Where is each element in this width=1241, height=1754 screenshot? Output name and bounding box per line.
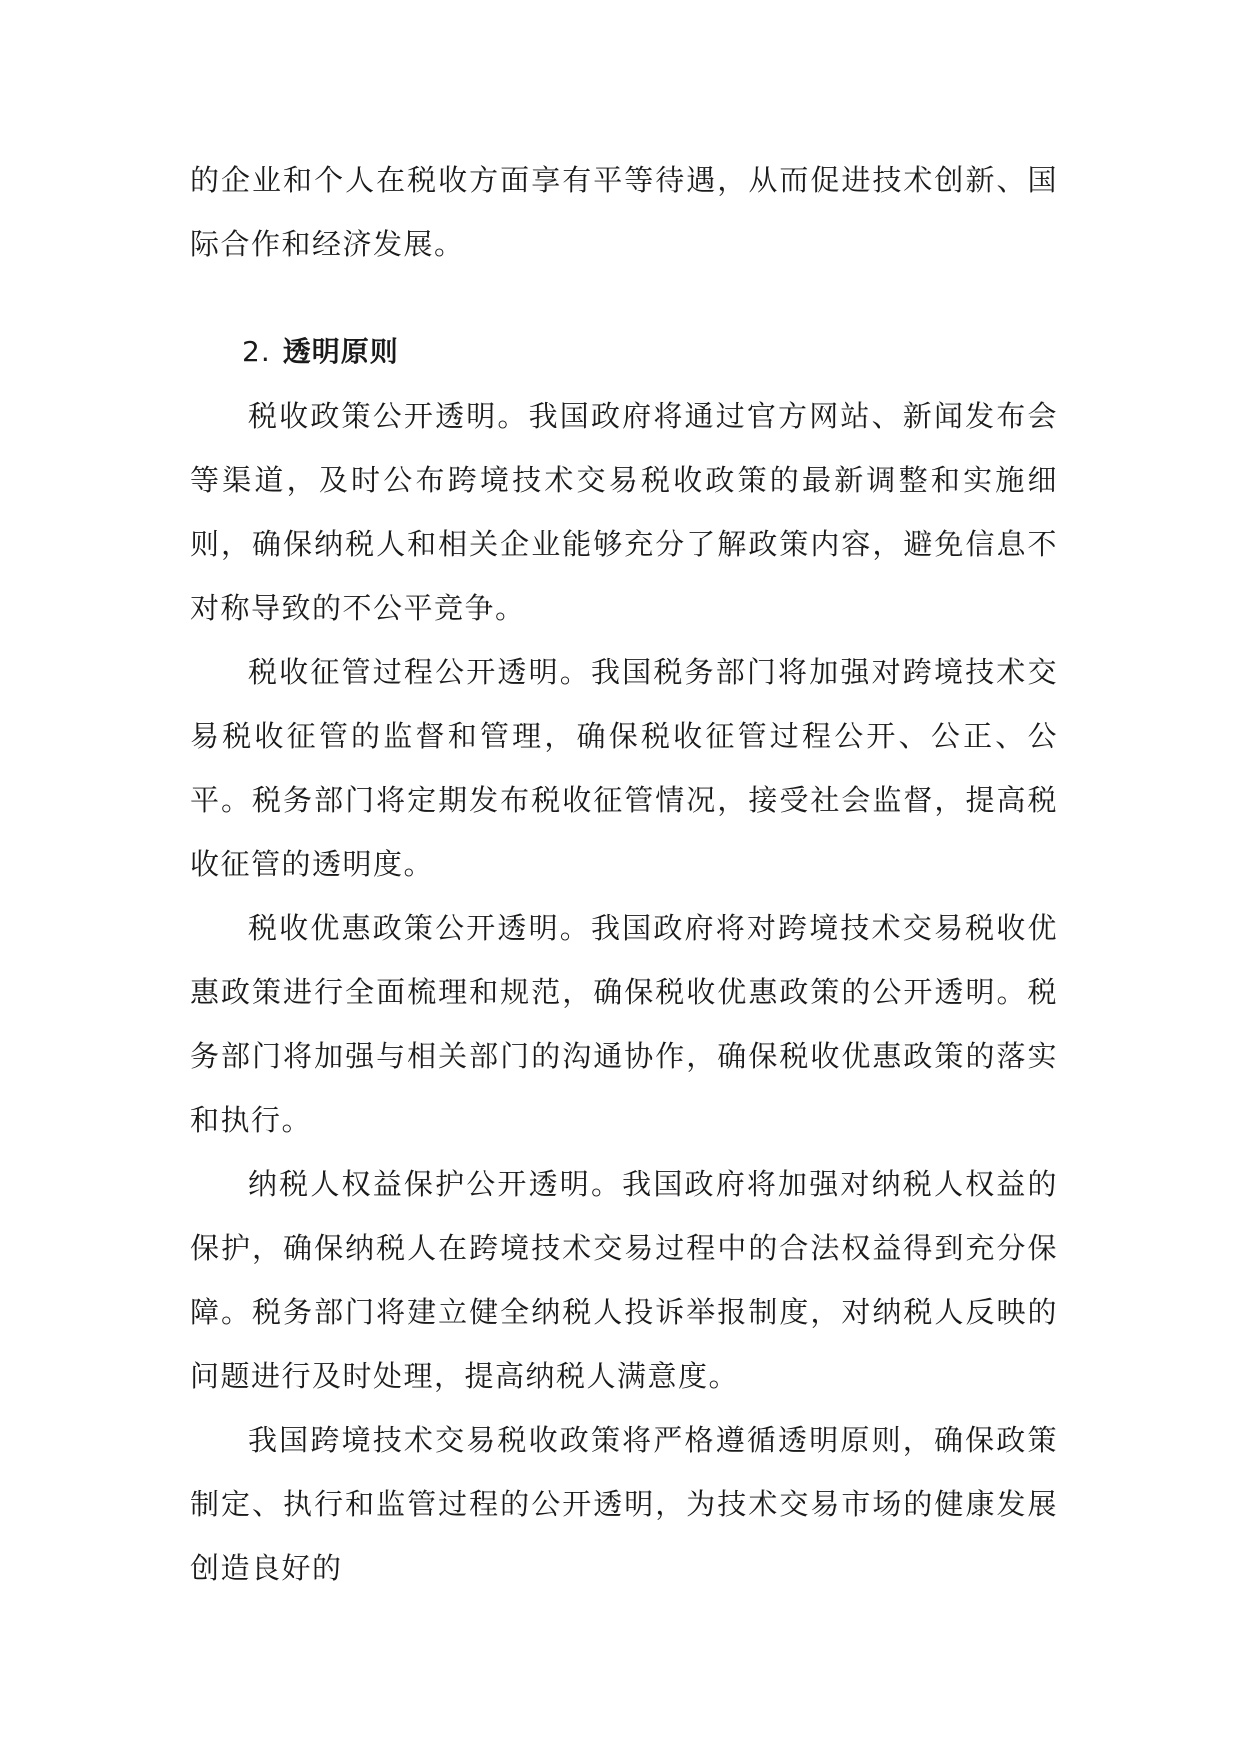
document-body bbox=[190, 148, 1058, 1600]
paragraph-incentive-transparency: 税收优惠政策公开透明。我国政府将对跨境技术交易税收优惠政策进行全面梳理和规范，确保税收优惠政策的公开透明。税务部门将加强与相关部门的沟通协作，确保税收优惠政策的落实和执行。 bbox=[190, 911, 1058, 1137]
section-heading bbox=[190, 320, 1058, 384]
paragraph-collection-transparency: 税收征管过程公开透明。我国税务部门将加强对跨境技术交易税收征管的监督和管理，确保税收征管过程公开、公正、公平。税务部门将定期发布税收征管情况，接受社会监督，提高税收征管的透明度。 bbox=[190, 655, 1058, 881]
paragraph-summary: 我国跨境技术交易税收政策将严格遵循透明原则，确保政策制定、执行和监管过程的公开透明，为技术交易市场的健康发展创造良好的 bbox=[190, 1423, 1058, 1585]
paragraph-policy-transparency: 税收政策公开透明。我国政府将通过官方网站、新闻发布会等渠道，及时公布跨境技术交易税收政策的最新调整和实施细则，确保纳税人和相关企业能够充分了解政策内容，避免信息不对称导致的不公平竞争。 bbox=[190, 399, 1058, 625]
section-title: 透明原则 bbox=[282, 335, 399, 368]
continuation-paragraph: 的企业和个人在税收方面享有平等待遇，从而促进技术创新、国际合作和经济发展。 bbox=[190, 163, 1058, 261]
section-number: 2. bbox=[242, 335, 271, 368]
paragraph-taxpayer-rights-transparency: 纳税人权益保护公开透明。我国政府将加强对纳税人权益的保护，确保纳税人在跨境技术交易过程中的合法权益得到充分保障。税务部门将建立健全纳税人投诉举报制度，对纳税人反映的问题进行及时处理，提高纳税人满意度。 bbox=[190, 1167, 1058, 1393]
